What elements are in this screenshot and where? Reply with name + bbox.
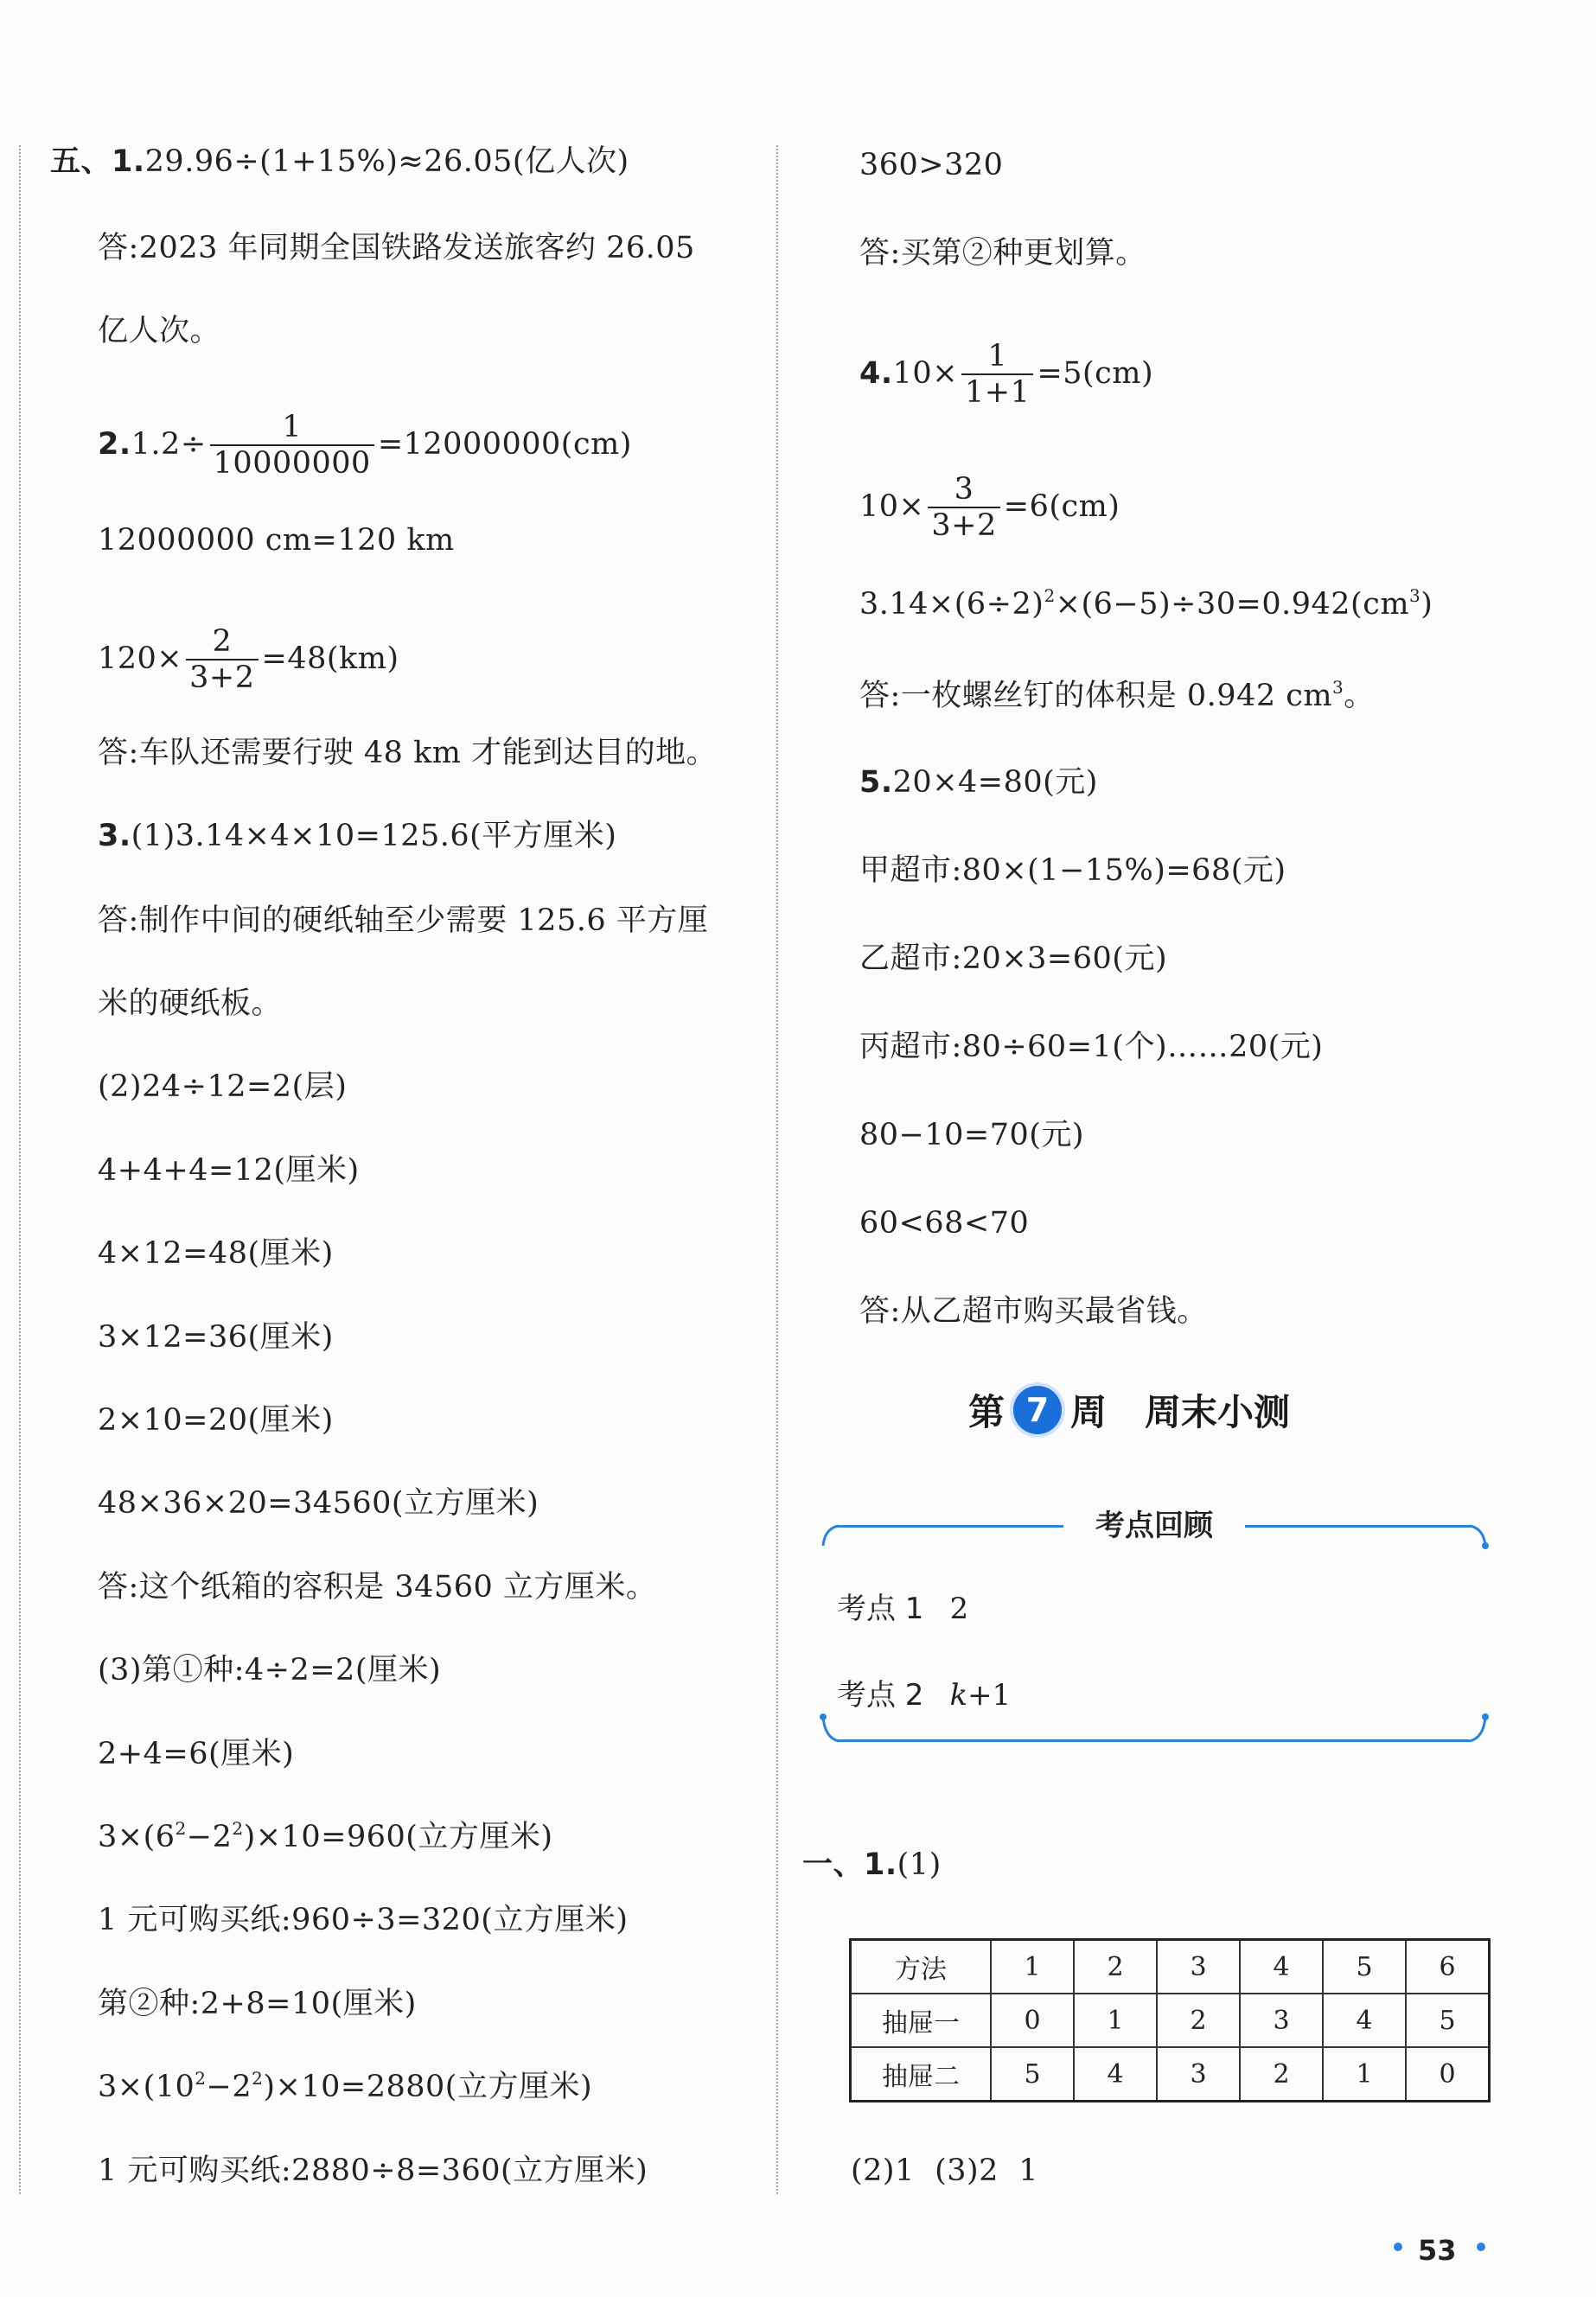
table-cell: 3: [1157, 2047, 1240, 2102]
q5-2-expr: 2.1.2÷ $\frac{1}{10000000}$ =12000000(cm): [98, 410, 632, 482]
q5-1-answer-line1: 答:2023 年同期全国铁路发送旅客约 26.05: [98, 231, 695, 265]
table-cell: 3: [1240, 1994, 1323, 2047]
q5-3-line-b: 1 元可购买纸:960÷3=320(立方厘米): [98, 1903, 629, 1937]
left-margin-divider: [19, 145, 21, 2194]
table-row: [851, 2047, 1490, 2102]
section1-after-table: (2)1 (3)2 1: [851, 2153, 1038, 2188]
q5-5-line: 乙超市:20×3=60(元): [859, 941, 1168, 976]
q5-3-line-e: 1 元可购买纸:2880÷8=360(立方厘米): [98, 2153, 648, 2188]
table-cell: 5: [1323, 1940, 1406, 1994]
fraction: $\frac{1}{1+1}$: [961, 339, 1033, 411]
q5-3-line-c: 第②种:2+8=10(厘米): [98, 1987, 417, 2021]
q5-1-answer-line2: 亿人次。: [98, 314, 221, 348]
q5-5-line: 80−10=70(元): [859, 1118, 1085, 1152]
table-cell: 4: [1323, 1994, 1406, 2047]
q5-3-part-line: 2×10=20(厘米): [98, 1403, 334, 1438]
q5-4-line3: $3.14\times(6\div 2)^2\times(6-5)\div 30=0.942(cm^3)$: [859, 585, 1433, 622]
q5-4-answer: 答:一枚螺丝钉的体积是 0.942 $cm^3$。: [859, 677, 1375, 713]
review-point-1: 考点 1 2: [837, 1592, 969, 1626]
q5-3-line-a: $3\times(6^2-2^2)\times 10=960$(立方厘米): [98, 1818, 553, 1854]
fraction: $\frac{3}{3+2}$: [928, 472, 999, 544]
q5-5-line: 60<68<70: [859, 1206, 1030, 1241]
week-number-badge: 7: [1013, 1386, 1062, 1434]
review-point-2: 考点 2 k+1: [837, 1678, 1012, 1713]
table-cell: 1: [991, 1940, 1074, 1994]
review-top-line-right: [1245, 1525, 1472, 1528]
q5-3-part-line: 48×36×20=34560(立方厘米): [98, 1486, 539, 1521]
table-row: [851, 1994, 1490, 2047]
q5-4-line2: 10× $\frac{3}{3+2}$ =6(cm): [859, 472, 1120, 544]
q5-3-part-line: 4×12=48(厘米): [98, 1236, 334, 1271]
table-cell: 5: [991, 2047, 1074, 2102]
table-row-label: 抽屉二: [851, 2047, 992, 2102]
review-bottom-line: [837, 1739, 1470, 1742]
q5-3-part-line: 4+4+4=12(厘米): [98, 1153, 360, 1188]
review-top-line-left: [837, 1525, 1063, 1528]
table-cell: 4: [1240, 1940, 1323, 1994]
q5-2-line2: 12000000 cm=120 km: [98, 523, 455, 558]
q5-1-expr: 五、1.29.96÷(1+15%)≈26.05(亿人次): [50, 144, 629, 179]
q5-2-line3: 120× $\frac{2}{3+2}$ =48(km): [98, 624, 399, 696]
page-dot-right: [1477, 2243, 1485, 2251]
q5-3-part-line: (3)第①种:4÷2=2(厘米): [98, 1653, 442, 1688]
q3-cont-line1: 360>320: [859, 148, 1004, 182]
q3-cont-answer: 答:买第②种更划算。: [859, 236, 1146, 271]
table-cell: 6: [1406, 1940, 1490, 1994]
table-cell: 4: [1074, 2047, 1157, 2102]
table-cell: 2: [1240, 2047, 1323, 2102]
q5-3-part-line: 2+4=6(厘米): [98, 1737, 295, 1771]
fraction: $\frac{2}{3+2}$: [186, 624, 258, 696]
review-corner-top-right: [1466, 1522, 1491, 1551]
q5-2-answer: 答:车队还需要行驶 48 km 才能到达目的地。: [98, 736, 718, 770]
section1-label: 一、1.(1): [802, 1847, 942, 1882]
table-row-label: 抽屉一: [851, 1994, 992, 2047]
table-cell: 5: [1406, 1994, 1490, 2047]
table-header-label: 方法: [851, 1940, 992, 1994]
table-cell: 0: [1406, 2047, 1490, 2102]
q5-5-expr: 5.20×4=80(元): [859, 765, 1098, 800]
page-number: 53: [1418, 2234, 1457, 2267]
q5-3-answer1-line2: 米的硬纸板。: [98, 986, 283, 1021]
review-title: 考点回顾: [1095, 1509, 1213, 1543]
q5-4-line1: 4.10× $\frac{1}{1+1}$ =5(cm): [859, 339, 1154, 411]
table-cell: 1: [1074, 1994, 1157, 2047]
q5-3-expr1: 3.(1)3.14×4×10=125.6(平方厘米): [98, 819, 617, 853]
q5-5-line: 答:从乙超市购买最省钱。: [859, 1294, 1208, 1329]
drawer-methods-table: [849, 1938, 1491, 2102]
q5-3-part-line: (2)24÷12=2(层): [98, 1069, 348, 1104]
review-corner-bottom-right: [1466, 1712, 1491, 1746]
review-corner-top-left: [818, 1522, 842, 1551]
q5-3-part-line: 3×12=36(厘米): [98, 1320, 334, 1355]
week-heading: 第 7 周 周末小测: [968, 1380, 1290, 1440]
table-cell: 1: [1323, 2047, 1406, 2102]
q5-3-line-d: $3\times(10^2-2^2)\times 10=2880$(立方厘米): [98, 2068, 593, 2104]
table-cell: 2: [1074, 1940, 1157, 1994]
table-cell: 2: [1157, 1994, 1240, 2047]
table-cell: 3: [1157, 1940, 1240, 1994]
fraction: $\frac{1}{10000000}$: [210, 410, 374, 482]
table-header-row: [851, 1940, 1490, 1994]
q5-3-part-line: 答:这个纸箱的容积是 34560 立方厘米。: [98, 1570, 657, 1605]
table-cell: 0: [991, 1994, 1074, 2047]
page-dot-left: [1394, 2243, 1402, 2251]
q5-5-line: 甲超市:80×(1−15%)=68(元): [859, 853, 1286, 888]
column-divider: [776, 145, 778, 2194]
q5-3-answer1-line1: 答:制作中间的硬纸轴至少需要 125.6 平方厘: [98, 903, 709, 938]
q5-5-line: 丙超市:80÷60=1(个)……20(元): [859, 1030, 1324, 1064]
